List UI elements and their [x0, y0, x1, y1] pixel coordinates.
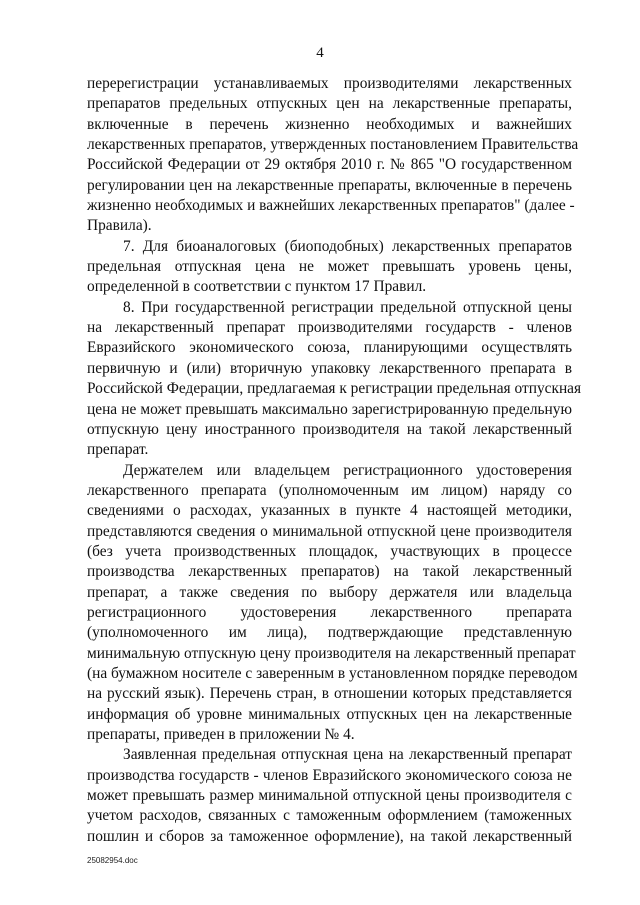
- text-line: минимальную отпускную цену производителя на лекарственный препарат: [87, 644, 576, 662]
- text-line: регулировании цен на лекарственные препараты, включенные в перечень: [87, 176, 572, 194]
- text-line: (на бумажном носителе с заверенным в установленном порядке переводом: [87, 664, 578, 682]
- text-line: лекарственного препарата (уполномоченным им лицом) наряду со: [87, 481, 572, 499]
- page-number: 4: [316, 45, 324, 61]
- text-line: Евразийского экономического союза, планирующими осуществлять: [87, 339, 572, 357]
- text-line: первичную и (или) вторичную упаковку лекарственного препарата в: [87, 359, 572, 377]
- text-line: препараты, приведен в приложении № 4.: [87, 726, 355, 743]
- text-line: на лекарственный препарат производителями государств - членов: [87, 319, 572, 337]
- text-line: регистрационного удостоверения лекарственного препарата: [87, 603, 572, 621]
- paragraph: [87, 237, 572, 298]
- text-line: отпускную цену иностранного производителя на такой лекарственный: [87, 420, 572, 438]
- text-line: сведениями о расходах, указанных в пункте 4 настоящей методики,: [87, 502, 572, 520]
- text-line: предельная отпускная цена не может превышать уровень цены,: [87, 258, 572, 276]
- paragraph: [87, 74, 579, 237]
- text-line: Правила).: [87, 217, 152, 235]
- paragraph: [87, 298, 582, 461]
- text-line: Российской Федерации от 29 октября 2010 г. № 865 "О государственном: [87, 156, 572, 174]
- text-line: производства государств - членов Евразийского экономического союза не: [87, 766, 572, 784]
- text-line: представляются сведения о минимальной отпускной цене производителя: [87, 522, 572, 540]
- text-line: Российской Федерации, предлагаемая к регистрации предельная отпускная: [87, 380, 582, 398]
- text-line: перерегистрации устанавливаемых производителями лекарственных: [87, 75, 572, 92]
- text-line: лекарственных препаратов, утвержденных постановлением Правительства: [87, 136, 579, 154]
- text-line: пошлин и сборов за таможенное оформление), на такой лекарственный: [87, 827, 572, 845]
- text-line: препарат.: [87, 441, 149, 459]
- text-line: включенные в перечень жизненно необходимых и важнейших: [87, 115, 572, 133]
- paragraph: [87, 461, 578, 746]
- text-line: (без учета производственных площадок, участвующих в процессе: [87, 542, 572, 560]
- text-line: информация об уровне минимальных отпускных цен на лекарственные: [87, 705, 572, 723]
- text-line: определенной в соответствии с пунктом 17 Правил.: [87, 278, 427, 296]
- text-line: препарат, а также сведения по выбору держателя или владельца: [87, 583, 572, 601]
- text-line: учетом расходов, связанных с таможенным оформлением (таможенных: [87, 807, 572, 825]
- text-line: Заявленная предельная отпускная цена на лекарственный препарат: [123, 746, 572, 764]
- text-line: (уполномоченного им лица), подтверждающие представленную: [87, 624, 572, 642]
- text-line: 8. При государственной регистрации предельной отпускной цены: [123, 298, 572, 316]
- text-line: 7. Для биоаналоговых (биоподобных) лекарственных препаратов: [123, 237, 572, 255]
- paragraph: [87, 745, 572, 847]
- footer-filename: 25082954.doc: [87, 856, 138, 865]
- text-line: на русский язык). Перечень стран, в отношении которых представляется: [87, 685, 572, 703]
- text-line: препаратов предельных отпускных цен на лекарственные препараты,: [87, 95, 572, 113]
- document-body: [87, 74, 582, 847]
- text-line: жизненно необходимых и важнейших лекарственных препаратов" (далее -: [87, 197, 575, 215]
- text-line: цена не может превышать максимально зарегистрированную предельную: [87, 400, 572, 418]
- text-line: может превышать размер минимальной отпускной цены производителя с: [87, 787, 572, 805]
- text-line: Держателем или владельцем регистрационного удостоверения: [123, 461, 572, 479]
- text-line: производства лекарственных препаратов) на такой лекарственный: [87, 563, 572, 581]
